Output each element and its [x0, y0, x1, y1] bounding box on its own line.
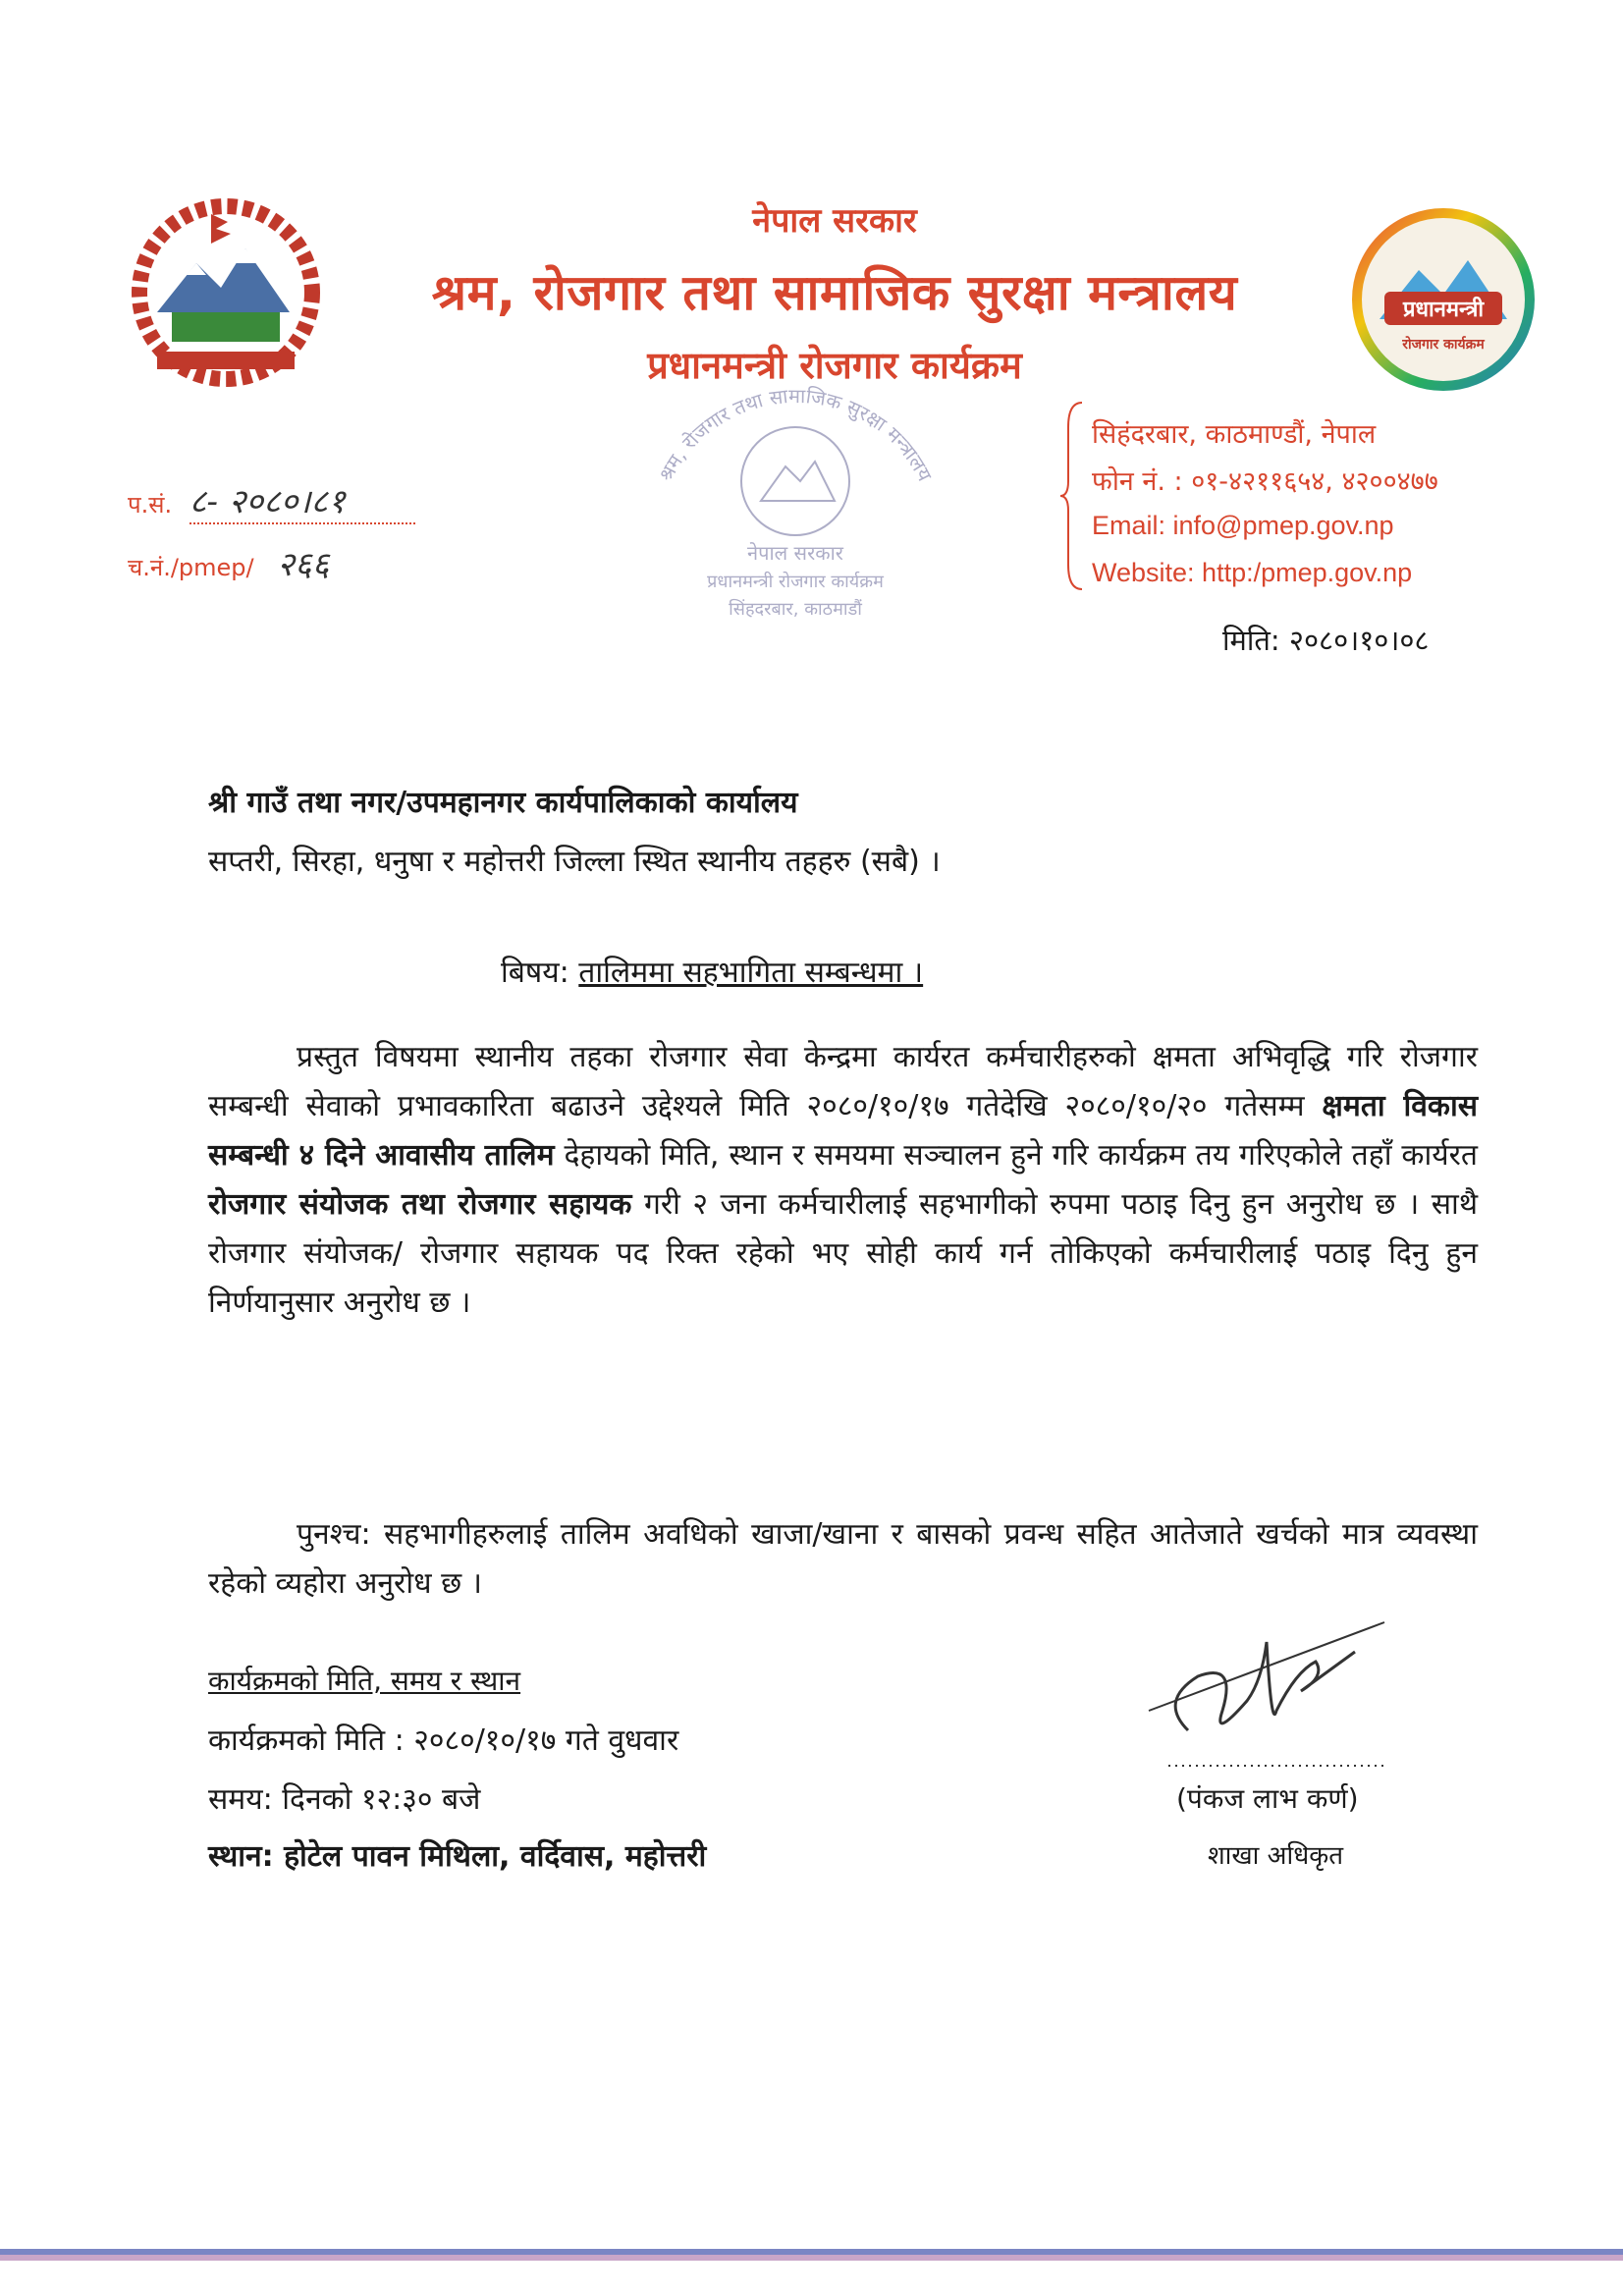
reference-cn [128, 540, 329, 585]
office-stamp [628, 373, 962, 648]
contact-address: सिहंदरबार, काठमाण्डौं, नेपाल [1092, 419, 1377, 450]
subject-label: बिषय: [501, 956, 569, 990]
stamp-address: सिंहदरबार, काठमाडौं [729, 599, 862, 620]
pm-logo-title: प्रधानमन्त्री [1402, 298, 1485, 322]
footer-divider [0, 2249, 1623, 2261]
stamp-programme: प्रधानमन्त्री रोजगार कार्यक्रम [707, 572, 884, 592]
stamp-ministry: श्रम, रोजगार तथा सामाजिक सुरक्षा मन्त्रालय [653, 383, 938, 485]
signatory-title: शाखा अधिकृत [1208, 1841, 1344, 1871]
subject-text: तालिममा सहभागिता सम्बन्धमा । [578, 956, 924, 990]
pm-logo-subtitle: रोजगार कार्यक्रम [1402, 337, 1485, 353]
nepal-emblem-icon [118, 194, 334, 391]
details-time: समय: दिनको १२:३० बजे [208, 1782, 481, 1817]
letter-date: मिति: २०८०।१०।०८ [1222, 624, 1430, 657]
ps-label: प.सं. [128, 491, 173, 519]
recipient-line-1: श्री गाउँ तथा नगर/उपमहानगर कार्यपालिकाको कार्यालय [208, 786, 798, 820]
pm-employment-logo-icon [1345, 201, 1542, 398]
ps-value: ८- २०८०।८१ [189, 482, 346, 521]
contact-phone: फोन नं. : ०१-४२११६५४, ४२००४७७ [1092, 466, 1438, 497]
reference-ps [128, 477, 415, 524]
recipient-line-2: सप्तरी, सिरहा, धनुषा र महोत्तरी जिल्ला स्थित स्थानीय तहहरु (सबै) । [208, 845, 941, 879]
body-paragraph-1: प्रस्तुत विषयमा स्थानीय तहका रोजगार सेवा केन्द्रमा कार्यरत कर्मचारीहरुको क्षमता अभिवृद्धि गरि रोजगार सम्बन्धी सेवाको प्रभावकारिता बढाउने उद्देश्यले मिति २०८०/१०/१७ गतेदेखि २०८०/१०/२० गतेसम्म क्षमता विकास सम्बन्धी ४ दिने आवासीय तालिम देहायको मिति, स्थान र समयमा सञ्चालन हुने गरि कार्यक्रम तय गरिएकोले तहाँ कार्यरत रोजगार संयोजक तथा रोजगार सहायक गरी २ जना कर्मचारीलाई सहभागीको रुपमा पठाइ दिनु हुन अनुरोध छ । साथै रोजगार संयोजक/ रोजगार सहायक पद रिक्त रहेको भए सोही कार्य गर्न तोकिएको कर्मचारीलाई पठाइ दिनु हुन निर्णयानुसार अनुरोध छ । [208, 1040, 1478, 1320]
details-heading: कार्यक्रमको मिति, समय र स्थान [208, 1665, 521, 1697]
svg-text:श्रम, रोजगार तथा सामाजिक सुरक् [654, 384, 938, 485]
subject [501, 951, 923, 991]
details-date: कार्यक्रमको मिति : २०८०/१०/१७ गते वुधवार [208, 1723, 679, 1758]
contact-bracket [1060, 398, 1090, 594]
signatory-name: (पंकज लाभ कर्ण) [1176, 1782, 1359, 1815]
contact-email: Email: info@pmep.gov.np [1092, 511, 1394, 540]
signature-scribble [1129, 1583, 1404, 1779]
programme-title: प्रधानमन्त्री रोजगार कार्यक्रम [647, 344, 1022, 387]
ministry-title: श्रम, रोजगार तथा सामाजिक सुरक्षा मन्त्रालय [431, 264, 1238, 321]
details-place: स्थान: होटेल पावन मिथिला, वर्दिवास, महोत्तरी [208, 1839, 707, 1874]
contact-website: Website: http:/pmep.gov.np [1092, 558, 1413, 587]
cn-label: च.नं./pmep/ [128, 554, 254, 581]
government-title: नेपाल सरकार [752, 201, 917, 241]
stamp-government: नेपाल सरकार [747, 541, 843, 565]
body-paragraph-2: पुनश्च: सहभागीहरुलाई तालिम अवधिको खाजा/खाना र बासको प्रवन्ध सहित आतेजाते खर्चको मात्र व्यवस्था रहेको व्यहोरा अनुरोध छ । [208, 1517, 1478, 1601]
cn-value: २६६ [277, 545, 330, 584]
